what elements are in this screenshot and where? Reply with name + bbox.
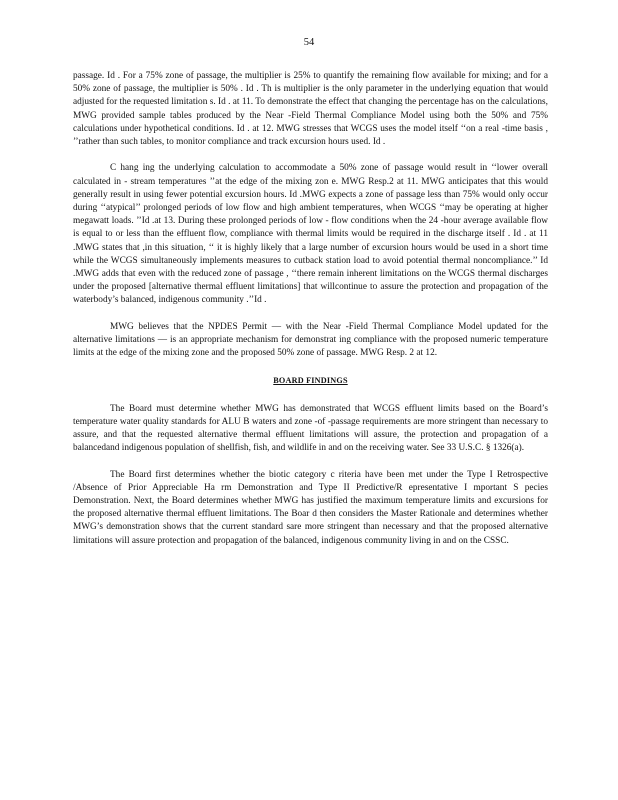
section-heading-board-findings: BOARD FINDINGS — [273, 375, 348, 385]
body-text — [73, 70, 548, 561]
paragraph-mwg-believes: MWG believes that the NPDES Permit — with the Near -Field Thermal Compliance Model updated for the alternative limitations — is an appropriate mechanism for demonstrat ing compliance with the proposed numeric temperature limits at the edge of the mixing zone and the proposed 50% zone of passage. MWG Resp. 2 at 12. — [73, 321, 548, 359]
paragraph-zone-of-passage-multiplier: passage. Id . For a 75% zone of passage, the multiplier is 25% to quantify the remaining flow available for mixing; and for a 50% zone of passage, the multiplier is 50% . Id . Th is multiplier is the only parameter in the underlying equation that would adjusted for the requested limitation s. Id . at 11. To demonstrate the effect that changing the percentage has on the calculations, MWG provided sample tables produced by the Near -Field Thermal Compliance Model using both the 50% and 75% calculations under hypothetical conditions. Id . at 12. MWG stresses that WCGS uses the model itself ‘‘on a real -time basis , ’’rather than such tables, to monitor compliance and track excursion hours used. Id . — [73, 71, 548, 148]
page-number: 54 — [303, 37, 315, 48]
paragraph-board-must-determine: The Board must determine whether MWG has demonstrated that WCGS effluent limits based on the Board’s temperature water quality standards for ALU B waters and zone -of -passage requirements are more stringent than necessary to assure, and that the requested alternative thermal effluent limitations will assure, the protection and propagation of a balancedand indigenous population of shellfish, fish, and wildlife in and on the receiving water. See 33 U.S.C. § 1326(a). — [73, 403, 548, 454]
paragraph-changing-calculation: C hang ing the underlying calculation to accommodate a 50% zone of passage would result in ‘‘lower overall calculated in - stream temperatures ’’at the edge of the mixing zon e. MWG Resp.2 at 11. MWG anticipates that this would generally result in using fewer potential excursion hours. Id .MWG expects a zone of passage less than 75% would only occur during ‘‘atypical’’ prolonged periods of low flow and high ambient temperatures, when WCGS ‘‘may be operating at higher megawatt loads. ’’Id .at 13. During these prolonged periods of low - flow conditions when the 24 -hour average available flow is equal to or less than the effluent flow, compliance with thermal limits would be required in the discharge itself . Id . at 11 .MWG states that ,in this situation, ‘‘ it is highly likely that a large number of excursion hours would be used in a short time while the WCGS simultaneously implements measures to cutback station load to avoid potential thermal noncompliance.’’ Id .MWG adds that even with the reduced zone of passage , ‘‘there remain inherent limitations on the WCGS thermal discharges under the proposed [alternative thermal effluent limitations] that willcontinue to assure the protection and propagation of the waterbody’s balanced, indigenous community .’’Id . — [73, 163, 548, 306]
paragraph-board-first-determines: The Board first determines whether the biotic category c riteria have been met under the Type I Retrospective /Absence of Prior Appreciable Ha rm Demonstration and Type II Predictive/R epresentative I mportant S pecies Demonstration. Next, the Board determines whether MWG has justified the maximum temperature limits and excursions for the proposed alternative thermal effluent limitations. The Boar d then considers the Master Rationale and determines whether MWG’s demonstration shows that the current standard sare more stringent than necessary and that the proposed alternative limitations will assure protection and propagation of the balanced, indigenous community living in and on the CSSC. — [73, 469, 548, 546]
